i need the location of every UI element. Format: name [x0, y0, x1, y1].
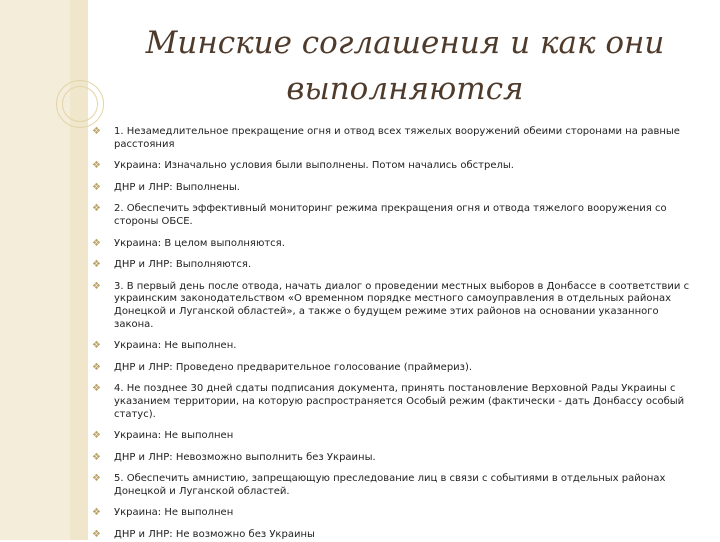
list-item [92, 160, 692, 173]
list-item-text: Украина: Не выполнен [114, 430, 234, 442]
bullet-icon: ❖ [92, 181, 101, 193]
list-item-text: ДНР и ЛНР: Выполнены. [114, 181, 240, 193]
bullet-icon: ❖ [92, 237, 101, 249]
list-item-text: 3. В первый день после отвода, начать диалог о проведении местных выборов в Донбассе в соответствии с украинским законодательством «О временном порядке местного самоуправления в отдельных районах Донецкой и Луганской областей», а также о будущем режиме этих районов на основании указанного закона. [114, 280, 690, 330]
list-item-text: Украина: Изначально условия были выполнены. Потом начались обстрелы. [114, 160, 514, 172]
list-item-text: ДНР и ЛНР: Невозможно выполнить без Украины. [114, 451, 376, 463]
list-item [92, 362, 692, 375]
list-item [92, 473, 692, 498]
decorative-ring-2 [56, 80, 104, 128]
bullet-icon: ❖ [92, 203, 101, 215]
list-item [92, 340, 692, 353]
list-item-text: ДНР и ЛНР: Не возможно без Украины [114, 529, 315, 541]
list-item [92, 507, 692, 520]
bullet-icon: ❖ [92, 280, 101, 292]
list-item [92, 203, 692, 228]
list-item-text: ДНР и ЛНР: Проведено предварительное голосование (праймериз). [114, 361, 473, 373]
list-item-text: 1. Незамедлительное прекращение огня и отвод всех тяжелых вооружений обеими сторонами на равные расстояния [114, 126, 680, 150]
list-item-text: Украина: Не выполнен. [114, 340, 237, 352]
bullet-icon: ❖ [92, 451, 101, 463]
list-item [92, 259, 692, 272]
bullet-list [92, 126, 692, 542]
bullet-icon: ❖ [92, 507, 101, 519]
bullet-icon: ❖ [92, 473, 101, 485]
decorative-side-strip-inner [0, 0, 70, 540]
list-item [92, 281, 692, 331]
list-item [92, 452, 692, 465]
bullet-icon: ❖ [92, 340, 101, 352]
bullet-icon: ❖ [92, 529, 101, 541]
list-item [92, 126, 692, 151]
list-item-text: 2. Обеспечить эффективный мониторинг режима прекращения огня и отвода тяжелого вооружения со стороны ОБСЕ. [114, 203, 667, 227]
list-item [92, 383, 692, 421]
bullet-icon: ❖ [92, 126, 101, 137]
list-item-text: 4. Не позднее 30 дней сдаты подписания документа, принять постановление Верховной Рады Украины с указанием территории, на которую распространяется Особый режим (фактически - дать Донбассу особый статус). [114, 383, 685, 420]
list-item-text: Украина: Не выполнен [114, 507, 234, 519]
list-item-text: Украина: В целом выполняются. [114, 237, 285, 249]
slide-title-line-2: выполняются [286, 71, 524, 107]
list-item [92, 430, 692, 443]
bullet-icon: ❖ [92, 430, 101, 442]
list-item-text: 5. Обеспечить амнистию, запрещающую преследование лиц в связи с событиями в отдельных районах Донецкой и Луганской областей. [114, 473, 666, 497]
bullet-icon: ❖ [92, 160, 101, 172]
bullet-icon: ❖ [92, 259, 101, 271]
bullet-icon: ❖ [92, 361, 101, 373]
list-item [92, 182, 692, 195]
list-item-text: ДНР и ЛНР: Выполняются. [114, 259, 252, 271]
slide-title [110, 20, 700, 112]
slide-title-line-1: Минские соглашения и как они [145, 25, 665, 61]
bullet-icon: ❖ [92, 383, 101, 395]
list-item [92, 238, 692, 251]
